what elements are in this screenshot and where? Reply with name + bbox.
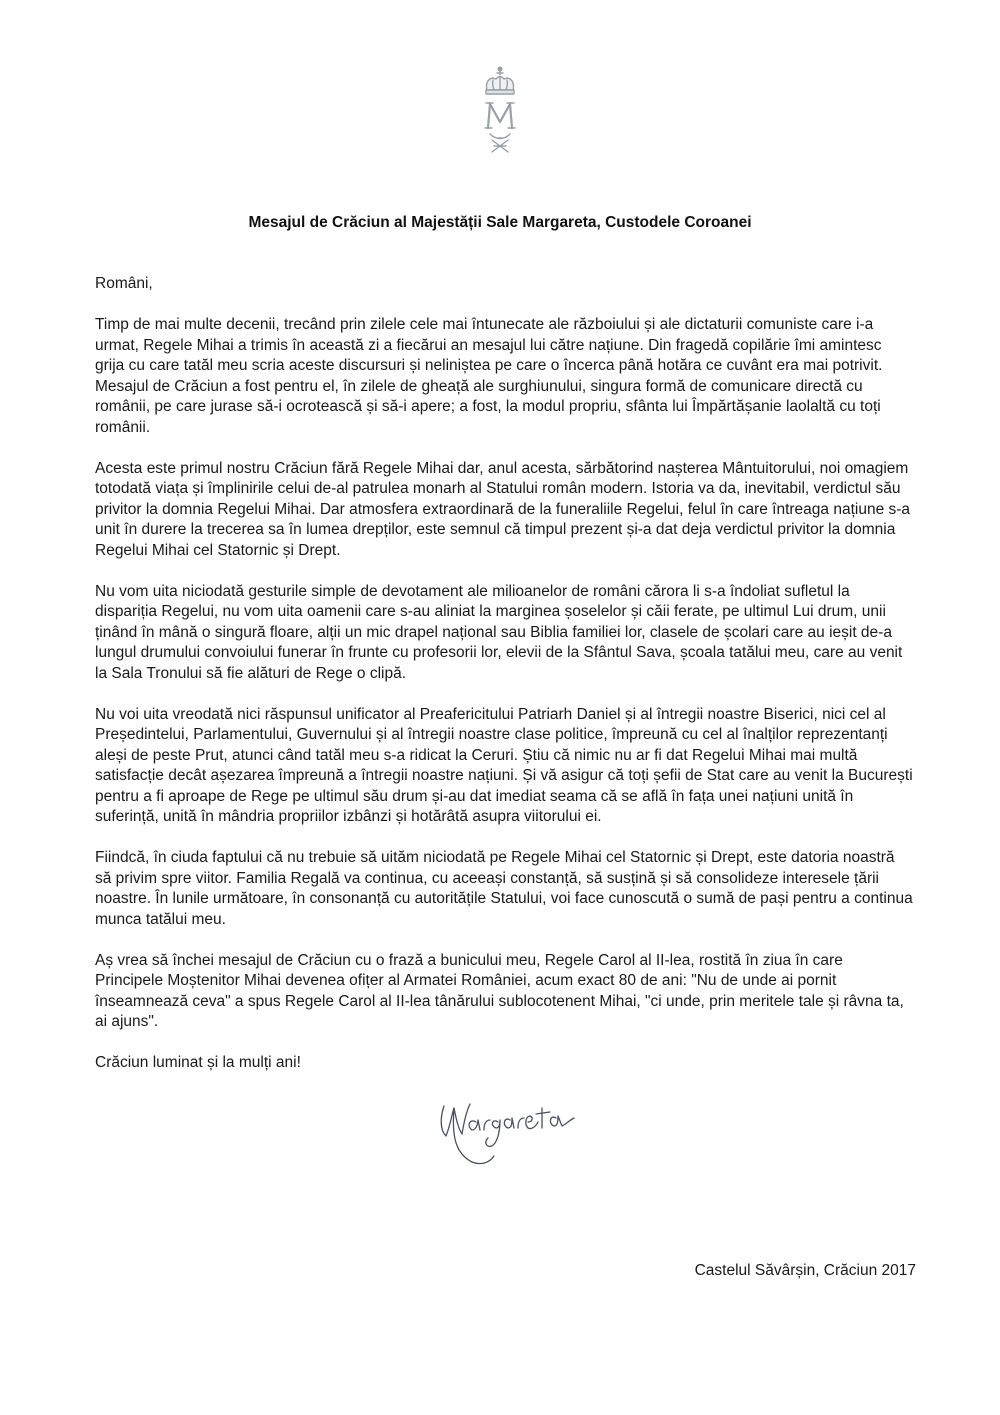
place-and-date: Castelul Săvârșin, Crăciun 2017 [694, 1262, 916, 1279]
paragraph-6: Aș vrea să închei mesajul de Crăciun cu o frază a bunicului meu, Regele Carol al II-lea, rostită în ziua în care Principele Moștenitor Mihai devenea ofițer al Armatei României, acum exact 80 de ani: "Nu de unde ai pornit înseamnează ceva" a spus Regele Carol al II-lea tânărului sublocotenent Mihai, "ci unde, prin meritele tale și râvna ta, ai ajuns". [95, 951, 904, 1030]
paragraph-2: Acesta este primul nostru Crăciun fără Regele Mihai dar, anul acesta, sărbătorind nașterea Mântuitorului, noi omagiem totodată viața și împlinirile celui de-al patrulea monarh al Statului român modern. Istoria va da, inevitabil, verdictul său privitor la domnia Regelui Mihai. Dar atmosfera extraordinară de la funeraliile Regelui, felul în care întreaga națiune s-a unit în durere la trecerea sa în lumea drepților, este semnul că timpul prezent și-a dat deja verdictul privitor la domnia Regelui Mihai cel Statornic și Drept. [95, 459, 911, 559]
paragraph-1: Timp de mai multe decenii, trecând prin zilele cele mai întunecate ale războiului și ale dictaturii comuniste care i-a urmat, Regele Mihai a trimis în această zi a fiecărui an mesajul lui către națiune. Din fragedă copilărie îmi amintesc grija cu care tatăl meu scria aceste discursuri și neliniștea pe care o încerca până hotăra ce cuvânt era mai potrivit. Mesajul de Crăciun a fost pentru el, în zilele de gheață ale surghiunului, singura formă de comunicare directă cu românii, pe care jurase să-i ocrotească și să-i apere; a fost, la modul propriu, sfânta lui Împărtășanie laolaltă cu toți românii. [95, 316, 883, 436]
handwritten-signature [432, 1078, 592, 1170]
paragraph-5: Fiindcă, în ciuda faptului că nu trebuie să uităm niciodată pe Regele Mihai cel Statornic și Drept, este datoria noastră să privim spre viitor. Familia Regală va continua, cu aceeași constanță, să susțină și să consolideze interesele țării noastre. În lunile următoare, în consonanță cu autoritățile Statului, voi face cunoscută o sumă de pași pentru a continua munca tatălui meu. [95, 849, 913, 928]
paragraph-3: Nu vom uita niciodată gesturile simple de devotament ale milioanelor de români cărora li s-a îndoliat sufletul la dispariția Regelui, nu vom uita oamenii care s-au aliniat la marginea șoselelor și căii ferate, pe ultimul Lui drum, unii ținând în mână o singură floare, alții un mic drapel național sau Biblia familiei lor, clasele de școlari care au ieșit de-a lungul drumului convoiului funerar în frunte cu profesorii lor, elevii de la Sfântul Sava, școala tatălui meu, care au venit la Sala Tronului să fie alături de Rege o clipă. [95, 582, 903, 682]
closing-greeting: Crăciun luminat și la mulți ani! [95, 1054, 301, 1071]
salutation: Români, [95, 275, 153, 292]
letter-body [95, 274, 915, 1094]
paragraph-4: Nu voi uita vreodată nici răspunsul unificator al Preafericitului Patriarh Daniel și al întregii noastre Biserici, nici cel al Președintelui, Parlamentului, Guvernului și al întregii noastre clase politice, împreună cu cel al înalților reprezentanți aleși de peste Prut, atunci când tatăl meu s-a ridicat la Ceruri. Știu că nimic nu ar fi dat Regelui Mihai mai multă satisfacție decât așezarea împreună a întregii noastre națiuni. Și vă asigur că toți șefii de Stat care au venit la București pentru a fi aproape de Rege pe ultimul său drum și-au dat imediat seama că se află în fața unei națiuni unită în suferință, unită în mândria propriilor izbânzi și hotărâtă asupra viitorului ei. [95, 705, 913, 825]
document-title: Mesajul de Crăciun al Majestății Sale Margareta, Custodele Coroanei [248, 214, 752, 231]
royal-monogram-icon [468, 66, 532, 156]
